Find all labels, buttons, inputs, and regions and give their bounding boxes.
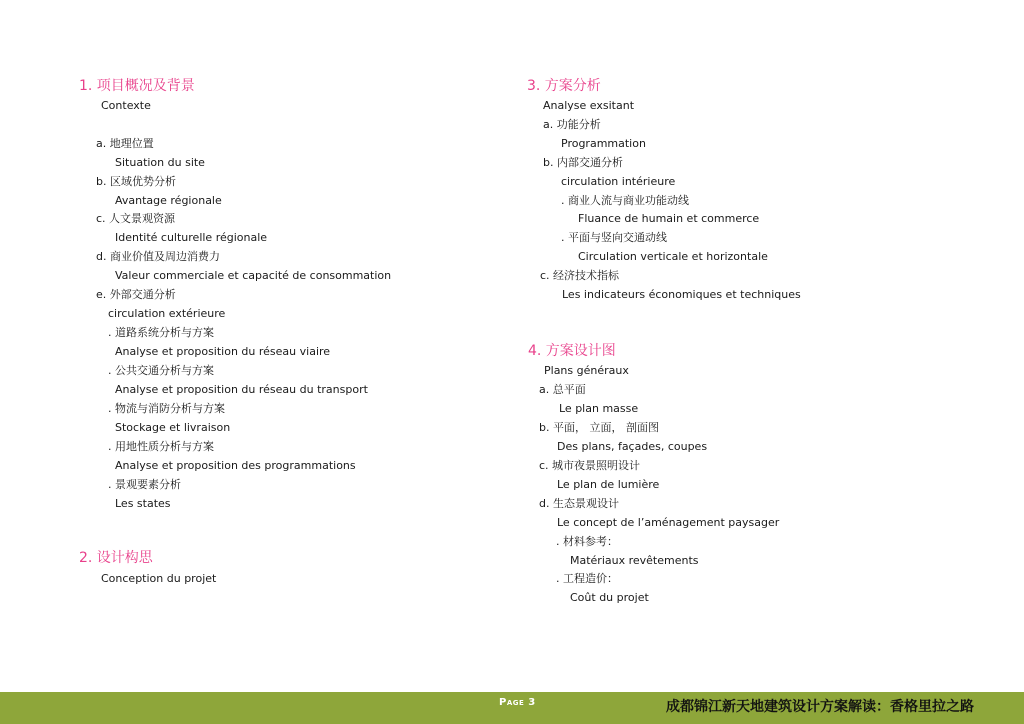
item-4a-cn: a. 总平面 — [539, 383, 586, 396]
item-e-fr: circulation extérieure — [108, 307, 226, 320]
item-3b2-cn: . 平面与竖向交通动线 — [561, 231, 667, 244]
item-e4-fr: Analyse et proposition des programmations — [115, 459, 356, 472]
item-3b1-cn: . 商业人流与商业功能动线 — [561, 194, 689, 207]
item-c-cn: c. 人文景观资源 — [96, 212, 176, 225]
item-a-cn: a. 地理位置 — [96, 137, 154, 150]
section-1-title: 1. 项目概况及背景 — [79, 78, 195, 94]
item-e5-fr: Les states — [115, 497, 171, 510]
item-4d1-fr: Matériaux revêtements — [570, 554, 699, 567]
item-e1-cn: . 道路系统分析与方案 — [108, 326, 214, 339]
item-4b-fr: Des plans, façades, coupes — [557, 440, 708, 453]
item-4d2-cn: . 工程造价： — [556, 572, 618, 585]
item-3b1-fr: Fluance de humain et commerce — [578, 212, 760, 225]
item-e2-fr: Analyse et proposition du réseau du transport — [115, 383, 368, 396]
item-e2-cn: . 公共交通分析与方案 — [108, 364, 214, 377]
item-3c-cn: c. 经济技术指标 — [540, 269, 620, 282]
item-e3-cn: . 物流与消防分析与方案 — [108, 402, 225, 415]
item-4d1-cn: . 材料参考： — [556, 535, 618, 548]
item-4a-fr: Le plan masse — [559, 402, 639, 415]
item-4d-fr: Le concept de l’aménagement paysager — [557, 516, 780, 529]
item-3c-fr: Les indicateurs économiques et techniques — [562, 288, 801, 301]
item-d-cn: d. 商业价值及周边消费力 — [96, 250, 220, 263]
section-3-subtitle: Analyse exsitant — [543, 99, 635, 112]
item-b-cn: b. 区域优势分析 — [96, 175, 176, 188]
item-3a-cn: a. 功能分析 — [543, 118, 601, 131]
footer-title: 成都锦江新天地建筑设计方案解读：香格里拉之路 — [666, 699, 974, 715]
item-4d2-fr: Coût du projet — [570, 591, 649, 604]
item-a-fr: Situation du site — [115, 156, 205, 169]
item-4c-cn: c. 城市夜景照明设计 — [539, 459, 641, 472]
section-3-title: 3. 方案分析 — [527, 78, 601, 94]
section-4-subtitle: Plans généraux — [544, 364, 629, 377]
item-e1-fr: Analyse et proposition du réseau viaire — [115, 345, 331, 358]
item-4c-fr: Le plan de lumière — [557, 478, 660, 491]
item-3a-fr: Programmation — [561, 137, 646, 150]
section-4-title: 4. 方案设计图 — [528, 343, 616, 359]
item-e-cn: e. 外部交通分析 — [96, 288, 176, 301]
item-3b-cn: b. 内部交通分析 — [543, 156, 623, 169]
item-d-fr: Valeur commerciale et capacité de consommation — [115, 269, 392, 282]
item-e3-fr: Stockage et livraison — [115, 421, 231, 434]
item-e4-cn: . 用地性质分析与方案 — [108, 440, 214, 453]
section-1-subtitle: Contexte — [101, 99, 151, 112]
item-c-fr: Identité culturelle régionale — [115, 231, 268, 244]
section-2-title: 2. 设计构思 — [79, 550, 153, 566]
page-number: Page 3 — [499, 697, 536, 708]
item-3b-fr: circulation intérieure — [561, 175, 676, 188]
item-4b-cn: b. 平面， 立面， 剖面图 — [539, 421, 659, 434]
item-3b2-fr: Circulation verticale et horizontale — [578, 250, 768, 263]
section-2-subtitle: Conception du projet — [101, 572, 217, 585]
item-e5-cn: . 景观要素分析 — [108, 478, 181, 491]
item-4d-cn: d. 生态景观设计 — [539, 497, 619, 510]
item-b-fr: Avantage régionale — [115, 194, 222, 207]
